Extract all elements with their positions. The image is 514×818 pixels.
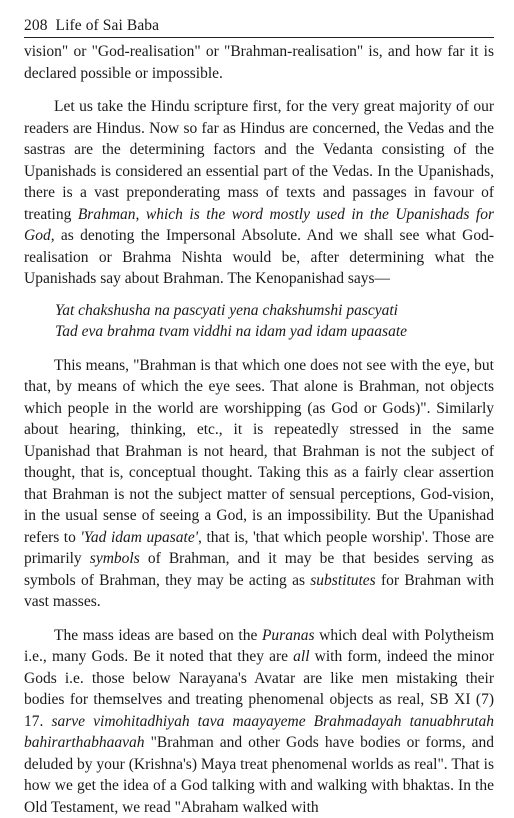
running-title: Life of Sai Baba: [56, 17, 160, 34]
text-run: This means, "Brahman is that which one does not see with the eye, but that, by means of which the eye sees. That alone is Brahman, not objects which people in the world are worshipping (as God or Gods)". Similarly about hearing, thinking, etc., it is repeatedly stressed in the same Upanishad that Brahman is not heard, that Brahman is not the subject of thought, that is, conceptual thought. Taking this as a fairly clear assertion that Brahman is not the subject matter of sensual perceptions, God-vision, in the usual sense of seeing a God, is an impossibility. But the Upanishad refers to: [24, 357, 494, 546]
page-number: 208: [24, 17, 48, 34]
text-run: for Brahman with vast masses.: [24, 572, 494, 611]
italic-run: substitutes: [310, 572, 375, 589]
quote-line-2: Tad eva brahma tvam viddhi na idam yad idam upaasate: [55, 321, 494, 343]
italic-run: Puranas: [262, 627, 315, 644]
italic-run: 'Yad idam upasate': [80, 529, 198, 546]
header-rule: [24, 37, 494, 38]
paragraph-2: [24, 96, 494, 290]
text-run: as denoting the Impersonal Absolute. And we shall see what God-realisation or Brahma Nishta would be, after determining what the Upanishads say about Brahman. The Kenopanishad says—: [24, 227, 494, 287]
italic-run: all: [293, 648, 309, 665]
italic-run: symbols: [90, 550, 140, 567]
text-run: , that is, 'that which people worship'. Those are primarily: [24, 529, 494, 568]
running-header: [24, 17, 494, 38]
text-run: Let us take the Hindu scripture first, for the very great majority of our readers are Hindus. Now so far as Hindus are concerned, the Vedas and the sastras are the determining factors and the Vedanta consisting of the Upanishads is considered an essential part of the Vedas. In the Upanishads, there is a vast preponderating mass of texts and passages in favour of treating: [24, 98, 494, 223]
paragraph-4: [24, 625, 494, 818]
text-run: of Brahman, and it may be that besides serving as symbols of Brahman, they may be acting as: [24, 550, 494, 589]
text-run: with form, indeed the minor Gods i.e. those below Narayana's Avatar are like men mistaking their bodies for themselves and treating phenomenal objects as real, SB XI (7) 17.: [24, 648, 494, 730]
sanskrit-quote: [24, 300, 494, 343]
text-run: "Brahman and other Gods have bodies or forms, and deluded by your (Krishna's) Maya treat phenomenal worlds as real". That is how we get the idea of a God talking with and walking with bhaktas. In the Old Testament, we read "Abraham walked with: [24, 734, 494, 816]
italic-run: sarve vimohitadhiyah tava maayayeme Brahmadayah tanuabhrutah bahirarthabhaavah: [24, 713, 494, 752]
italic-run: Brahman, which is the word mostly used in the Upanishads for God,: [24, 206, 494, 245]
text-run: The mass ideas are based on the: [54, 627, 262, 644]
text-run: which deal with Polytheism i.e., many Gods. Be it noted that they are: [24, 627, 494, 666]
paragraph-3: [24, 355, 494, 613]
quote-line-1: Yat chakshusha na pascyati yena chakshumshi pascyati: [55, 300, 494, 322]
paragraph-1: vision" or "God-realisation" or "Brahman-realisation" is, and how far it is declared possible or impossible.: [24, 41, 494, 84]
